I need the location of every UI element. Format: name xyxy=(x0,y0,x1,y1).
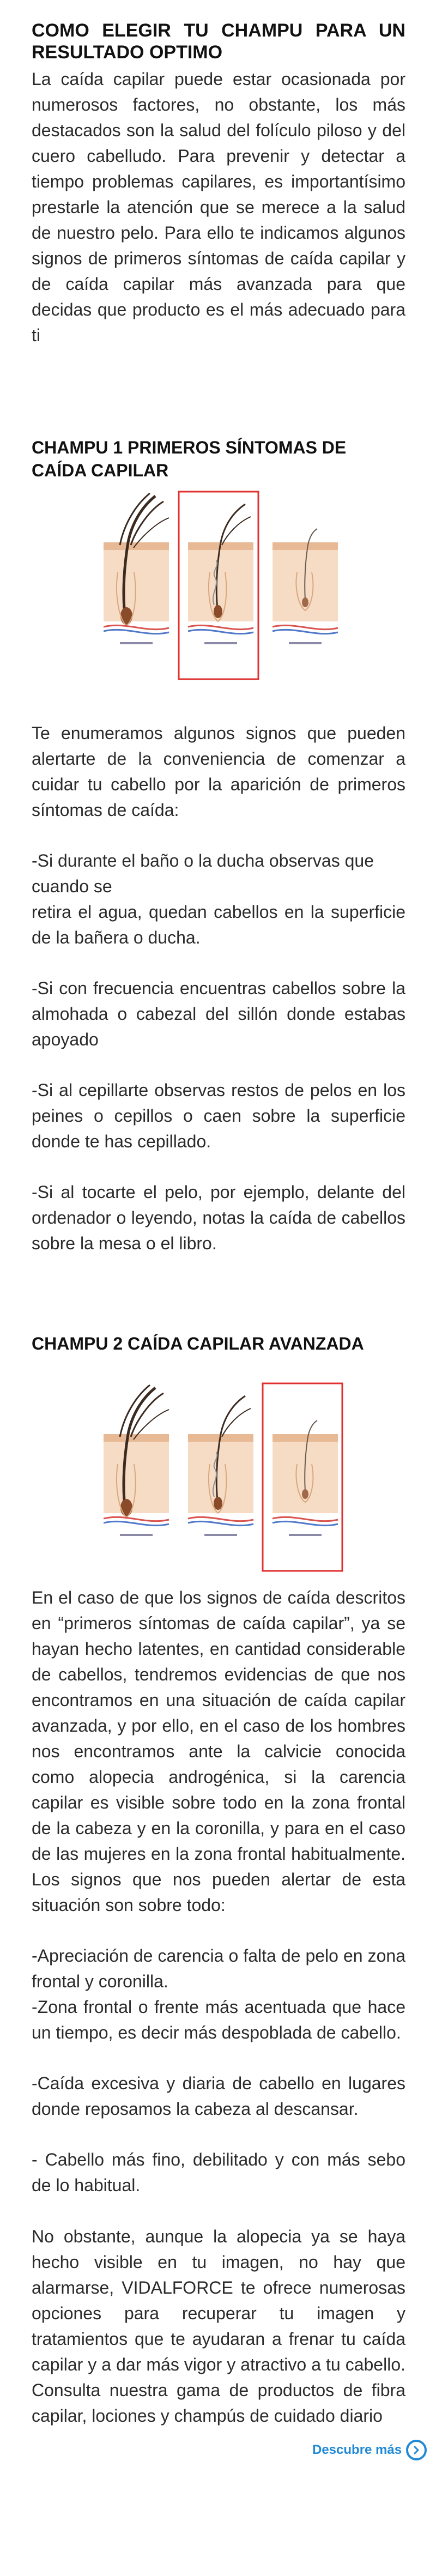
chevron-right-circle-icon xyxy=(406,2440,427,2460)
section1-heading-wrap xyxy=(32,436,405,482)
section2-heading-wrap xyxy=(32,1332,405,1355)
follicle-stage-early-loss xyxy=(188,504,253,644)
intro-section xyxy=(32,20,405,348)
discover-more-label: Descubre más xyxy=(312,2442,402,2457)
closing-text: No obstante, aunque la alopecia ya se haya hecho visible en tu imagen, no hay que alarmarse, VIDALFORCE te ofrece numerosas opciones para recuperar tu imagen y tratamientos que te ayudaran a frenar tu caída capilar y a dar más vigor y atractivo a tu cabello. Consulta nuestra gama de productos de fibra capilar, lociones y champús de cuidado diario xyxy=(32,2227,405,2426)
hair-follicle-illustration-1 xyxy=(104,491,343,681)
follicle-stage-advanced-loss xyxy=(272,529,338,644)
follicle-stage-advanced-loss xyxy=(272,1420,338,1536)
section2-item1-line1: -Apreciación de carencia o falta de pelo en zona frontal y coronilla. xyxy=(32,1946,405,1991)
page-title: COMO ELEGIR TU CHAMPU PARA UN RESULTADO OPTIMO xyxy=(32,20,405,63)
section1-lead: Te enumeramos algunos signos que pueden alertarte de la conveniencia de comenzar a cuidar tu cabello por la aparición de primeros síntomas de caída: xyxy=(32,723,405,820)
follicle-stages-graphic xyxy=(104,491,343,681)
follicle-stages-graphic xyxy=(104,1382,343,1573)
section1-item4: -Si al tocarte el pelo, por ejemplo, delante del ordenador o leyendo, notas la caída de cabellos sobre la mesa o el libro. xyxy=(32,1182,405,1253)
section1-heading: CHAMPU 1 PRIMEROS SÍNTOMAS DE CAÍDA CAPILAR xyxy=(32,438,347,480)
section2-item1-line2: -Zona frontal o frente más acentuada que hace un tiempo, es decir más despoblada de cabello. xyxy=(32,1997,405,2042)
discover-more-link[interactable] xyxy=(312,2440,427,2460)
section1-item1-line2: retira el agua, quedan cabellos en la superficie de la bañera o ducha. xyxy=(32,902,405,947)
section2-body xyxy=(32,1585,405,2198)
section2-item3: - Cabello más fino, debilitado y con más sebo de lo habitual. xyxy=(32,2150,405,2195)
follicle-stage-early-loss xyxy=(188,1396,253,1536)
intro-text: La caída capilar puede estar ocasionada por numerosos factores, no obstante, los más destacados son la salud del folículo piloso y del cuero cabelludo. Para prevenir y detectar a tiempo problemas capilares, es importantísimo prestarle la atención que se merece a la salud de nuestro pelo. Para ello te indicamos algunos signos de primeros síntomas de caída capilar y de caída capilar más avanzada para que decidas que producto es el más adecuado para ti xyxy=(32,69,405,345)
follicle-stage-normal xyxy=(104,1385,169,1536)
section1-body xyxy=(32,721,405,1256)
section1-item1-line1: -Si durante el baño o la ducha observas que cuando se xyxy=(32,851,374,896)
section2-lead: En el caso de que los signos de caída descritos en “primeros síntomas de caída capilar”, ya se hayan hecho latentes, en cantidad considerable de cabellos, tendremos evidencias de que nos encontramos en una situación de caída capilar avanzada, y por ello, en el caso de los hombres nos encontramos ante la calvicie conocida como alopecia androgénica, si la carencia capilar es visible sobre todo en la zona frontal de la cabeza y en la coronilla, y para en el caso de las mujeres en la zona frontal habitualmente. Los signos que nos pueden alertar de esta situación son sobre todo: xyxy=(32,1588,405,1915)
section1-item3: -Si al cepillarte observas restos de pelos en los peines o cepillos o caen sobre la superficie donde te has cepillado. xyxy=(32,1080,405,1151)
section2-item2: -Caída excesiva y diaria de cabello en lugares donde reposamos la cabeza al descansar. xyxy=(32,2073,405,2119)
section2-heading: CHAMPU 2 CAÍDA CAPILAR AVANZADA xyxy=(32,1334,364,1353)
follicle-stage-normal xyxy=(104,493,169,644)
closing-section xyxy=(32,2224,405,2429)
section1-item2: -Si con frecuencia encuentras cabellos sobre la almohada o cabezal del sillón donde estabas apoyado xyxy=(32,978,405,1049)
hair-follicle-illustration-2 xyxy=(104,1382,343,1573)
